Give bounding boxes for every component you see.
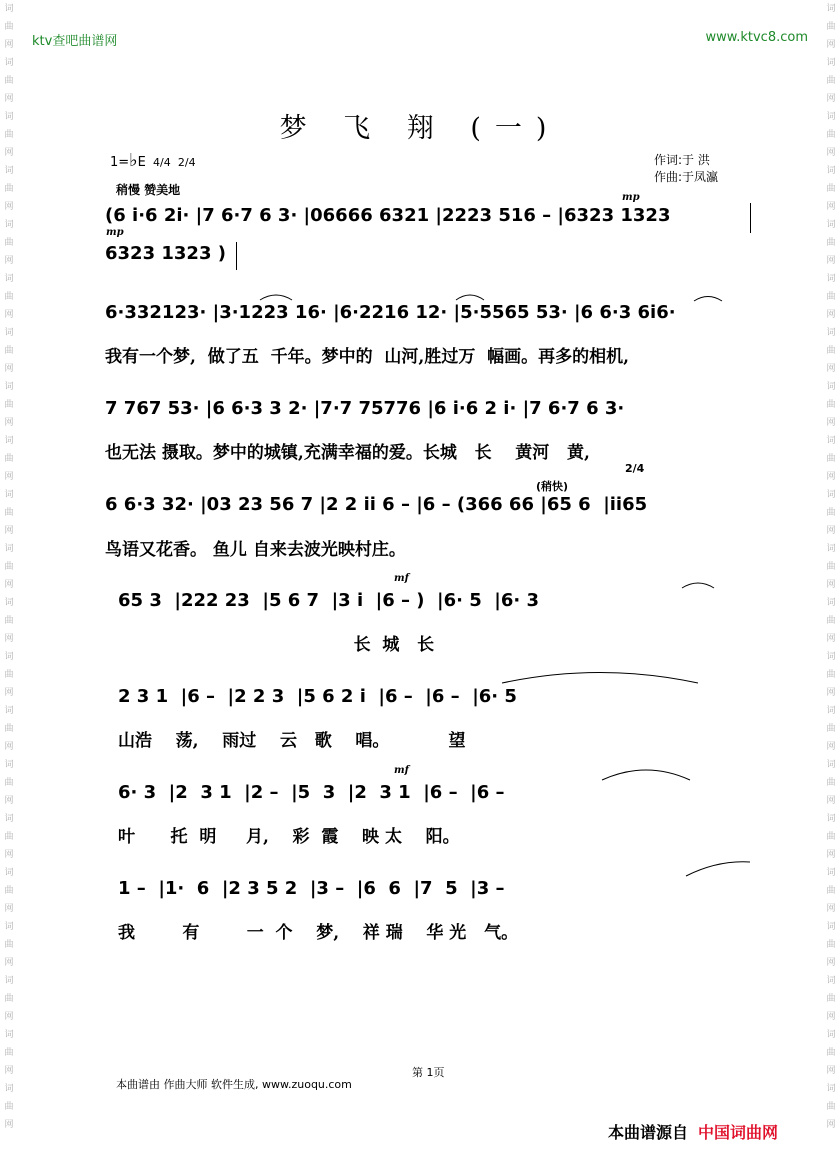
watermark-char: 网	[826, 40, 836, 50]
watermark-char: 网	[4, 1120, 14, 1130]
watermark-char: 曲	[4, 1102, 14, 1112]
watermark-char: 词	[826, 166, 836, 176]
watermark-char: 词	[4, 274, 14, 284]
watermark-char: 网	[826, 1120, 836, 1130]
watermark-char: 词	[4, 490, 14, 500]
notation-line-1: (6 i·6 2i· |7 6·7 6 3· |06666 6321 |2223 516 – |6323 1323	[105, 205, 671, 226]
watermark-char: 曲	[4, 346, 14, 356]
watermark-char: 网	[826, 148, 836, 158]
watermark-char: 网	[826, 472, 836, 482]
watermark-char: 曲	[826, 994, 836, 1004]
source-credit	[608, 1120, 778, 1143]
watermark-char: 曲	[826, 1102, 836, 1112]
composer: 作曲:于凤瀛	[654, 170, 719, 184]
watermark-char: 词	[4, 706, 14, 716]
watermark-char: 词	[4, 598, 14, 608]
tempo-marking: 稍慢 赞美地	[116, 183, 181, 197]
watermark-char: 网	[4, 850, 14, 860]
dynamic-mf-2: mf	[394, 765, 409, 776]
song-title: 梦 飞 翔 (一)	[279, 113, 561, 144]
lyric-line-5: 长 城 长	[105, 635, 435, 655]
watermark-char: 曲	[4, 886, 14, 896]
watermark-char: 词	[826, 436, 836, 446]
watermark-char: 词	[826, 868, 836, 878]
watermark-char: 网	[4, 418, 14, 428]
watermark-char: 词	[4, 220, 14, 230]
watermark-char: 曲	[826, 130, 836, 140]
watermark-char: 网	[826, 1012, 836, 1022]
watermark-char: 网	[826, 310, 836, 320]
watermark-char: 网	[4, 94, 14, 104]
watermark-char: 曲	[4, 1048, 14, 1058]
watermark-char: 曲	[4, 184, 14, 194]
watermark-char: 网	[826, 202, 836, 212]
dynamic-mp-2: mp	[106, 227, 124, 238]
watermark-char: 曲	[4, 400, 14, 410]
notation-line-7: 6· 3 |2 3 1 |2 – |5 3 |2 3 1 |6 – |6 –	[118, 782, 505, 803]
watermark-char: 网	[826, 688, 836, 698]
flat-symbol: ♭	[129, 150, 138, 171]
watermark-char: 词	[826, 382, 836, 392]
watermark-char: 词	[4, 166, 14, 176]
lyric-line-2: 我有一个梦, 做了五 千年。梦中的 山河,胜过万 幅画。再多的相机,	[105, 347, 630, 367]
watermark-char: 词	[4, 436, 14, 446]
header-site-left[interactable]: ktv查吧曲谱网	[32, 34, 118, 49]
watermark-char: 词	[826, 922, 836, 932]
watermark-char: 词	[826, 1030, 836, 1040]
watermark-char: 网	[4, 1012, 14, 1022]
notation-line-6: 2 3 1 |6 – |2 2 3 |5 6 2 i |6 – |6 – |6· 5	[118, 686, 517, 707]
watermark-char: 网	[826, 256, 836, 266]
watermark-char: 词	[4, 382, 14, 392]
watermark-char: 网	[4, 40, 14, 50]
key-letter: E	[137, 155, 146, 170]
lyric-line-7: 叶 托 明 月, 彩 霞 映 太 阳。	[118, 827, 460, 847]
watermark-char: 词	[826, 760, 836, 770]
notation-line-3: 7 767 53· |6 6·3 3 2· |7·7 75776 |6 i·6 2 i· |7 6·7 6 3·	[105, 398, 625, 419]
watermark-char: 网	[4, 256, 14, 266]
time-signature-change: 2/4	[625, 462, 645, 475]
watermark-char: 词	[4, 868, 14, 878]
watermark-char: 词	[4, 976, 14, 986]
watermark-char: 词	[826, 490, 836, 500]
watermark-char: 曲	[826, 562, 836, 572]
watermark-char: 曲	[826, 292, 836, 302]
watermark-char: 网	[4, 796, 14, 806]
watermark-char: 网	[4, 904, 14, 914]
watermark-char: 词	[4, 58, 14, 68]
watermark-char: 曲	[4, 832, 14, 842]
notation-line-5: 65 3 |222 23 |5 6 7 |3 i |6 – ) |6· 5 |6· 3	[118, 590, 540, 611]
watermark-char: 曲	[4, 994, 14, 1004]
tempo-faster: (稍快)	[536, 480, 569, 493]
watermark-char: 曲	[826, 238, 836, 248]
header-site-right[interactable]: www.ktvc8.com	[705, 30, 808, 45]
watermark-char: 词	[826, 58, 836, 68]
watermark-char: 曲	[4, 778, 14, 788]
watermark-char: 词	[826, 814, 836, 824]
watermark-char: 词	[826, 976, 836, 986]
watermark-char: 网	[4, 688, 14, 698]
page-number: 第 1页	[412, 1066, 445, 1079]
watermark-char: 网	[4, 634, 14, 644]
lyric-line-8: 我 有 一 个 梦, 祥 瑞 华 光 气。	[118, 923, 519, 943]
watermark-char: 网	[826, 850, 836, 860]
watermark-char: 词	[4, 1084, 14, 1094]
watermark-char: 曲	[4, 616, 14, 626]
watermark-char: 曲	[826, 346, 836, 356]
watermark-char: 网	[4, 364, 14, 374]
watermark-char: 词	[826, 4, 836, 14]
lyric-line-6: 山浩 荡, 雨过 云 歌 唱。 望	[118, 731, 466, 751]
watermark-char: 词	[4, 922, 14, 932]
lyricist: 作词:于 洪	[654, 153, 710, 167]
watermark-char: 词	[826, 328, 836, 338]
watermark-char: 曲	[4, 670, 14, 680]
generator-note: 本曲谱由 作曲大师 软件生成, www.zuoqu.com	[116, 1078, 352, 1091]
notation-line-2: 6·332123· |3·1223 16· |6·2216 12· |5·5565 53· |6 6·3 6i6·	[105, 302, 676, 323]
watermark-char: 曲	[826, 1048, 836, 1058]
watermark-char: 词	[826, 598, 836, 608]
watermark-char: 词	[4, 814, 14, 824]
watermark-char: 曲	[826, 184, 836, 194]
watermark-char: 网	[4, 526, 14, 536]
watermark-char: 网	[826, 94, 836, 104]
source-prefix: 本曲谱源自	[608, 1123, 689, 1142]
watermark-char: 词	[4, 760, 14, 770]
watermark-char: 曲	[4, 508, 14, 518]
watermark-char: 词	[4, 4, 14, 14]
watermark-char: 曲	[4, 292, 14, 302]
watermark-char: 曲	[826, 778, 836, 788]
notation-line-4: 6 6·3 32· |03 23 56 7 |2 2 ii 6 – |6 – (366 66 |65 6 |ii65	[105, 494, 648, 515]
watermark-char: 曲	[4, 724, 14, 734]
time-signature-2: 2/4	[177, 155, 196, 169]
watermark-char: 网	[4, 580, 14, 590]
watermark-char: 网	[826, 958, 836, 968]
watermark-char: 网	[826, 526, 836, 536]
watermark-char: 网	[4, 310, 14, 320]
watermark-char: 曲	[826, 616, 836, 626]
watermark-char: 网	[4, 472, 14, 482]
watermark-char: 网	[826, 742, 836, 752]
watermark-char: 曲	[826, 724, 836, 734]
watermark-char: 曲	[826, 76, 836, 86]
watermark-char: 曲	[826, 22, 836, 32]
watermark-char: 词	[826, 706, 836, 716]
watermark-char: 网	[826, 634, 836, 644]
watermark-char: 词	[826, 1084, 836, 1094]
notation-line-1b: 6323 1323 )	[105, 243, 226, 264]
time-signature-1: 4/4	[153, 155, 171, 169]
watermark-char: 网	[4, 148, 14, 158]
dynamic-mf-1: mf	[394, 573, 409, 584]
watermark-char: 词	[4, 112, 14, 122]
watermark-char: 曲	[4, 76, 14, 86]
watermark-char: 网	[826, 364, 836, 374]
watermark-char: 曲	[826, 508, 836, 518]
watermark-char: 曲	[4, 238, 14, 248]
watermark-char: 网	[826, 796, 836, 806]
watermark-char: 网	[826, 418, 836, 428]
watermark-char: 曲	[826, 832, 836, 842]
source-name[interactable]: 中国词曲网	[698, 1123, 779, 1142]
watermark-char: 词	[826, 112, 836, 122]
watermark-char: 词	[826, 220, 836, 230]
watermark-char: 曲	[4, 22, 14, 32]
watermark-char: 词	[4, 328, 14, 338]
watermark-char: 网	[4, 742, 14, 752]
watermark-char: 词	[826, 274, 836, 284]
watermark-char: 曲	[826, 940, 836, 950]
watermark-char: 曲	[826, 454, 836, 464]
watermark-char: 网	[826, 904, 836, 914]
watermark-char: 网	[4, 202, 14, 212]
watermark-char: 曲	[4, 562, 14, 572]
notation-line-8: 1 – |1· 6 |2 3 5 2 |3 – |6 6 |7 5 |3 –	[118, 878, 505, 899]
watermark-char: 网	[826, 1066, 836, 1076]
key-prefix: 1=	[110, 155, 130, 170]
watermark-char: 曲	[826, 886, 836, 896]
watermark-char: 词	[826, 544, 836, 554]
watermark-char: 曲	[826, 670, 836, 680]
watermark-char: 曲	[4, 130, 14, 140]
watermark-char: 网	[4, 958, 14, 968]
watermark-char: 网	[826, 580, 836, 590]
dynamic-mp-1: mp	[622, 192, 640, 203]
watermark-char: 词	[4, 544, 14, 554]
lyric-line-4: 鸟语又花香。 鱼儿 自来去波光映村庄。	[105, 540, 406, 560]
watermark-char: 曲	[826, 400, 836, 410]
watermark-char: 网	[4, 1066, 14, 1076]
watermark-char: 曲	[4, 454, 14, 464]
watermark-char: 词	[4, 652, 14, 662]
watermark-char: 词	[4, 1030, 14, 1040]
lyric-line-3: 也无法 摄取。梦中的城镇,充满幸福的爱。长城 长 黄河 黄,	[105, 443, 590, 463]
watermark-char: 词	[826, 652, 836, 662]
watermark-char: 曲	[4, 940, 14, 950]
